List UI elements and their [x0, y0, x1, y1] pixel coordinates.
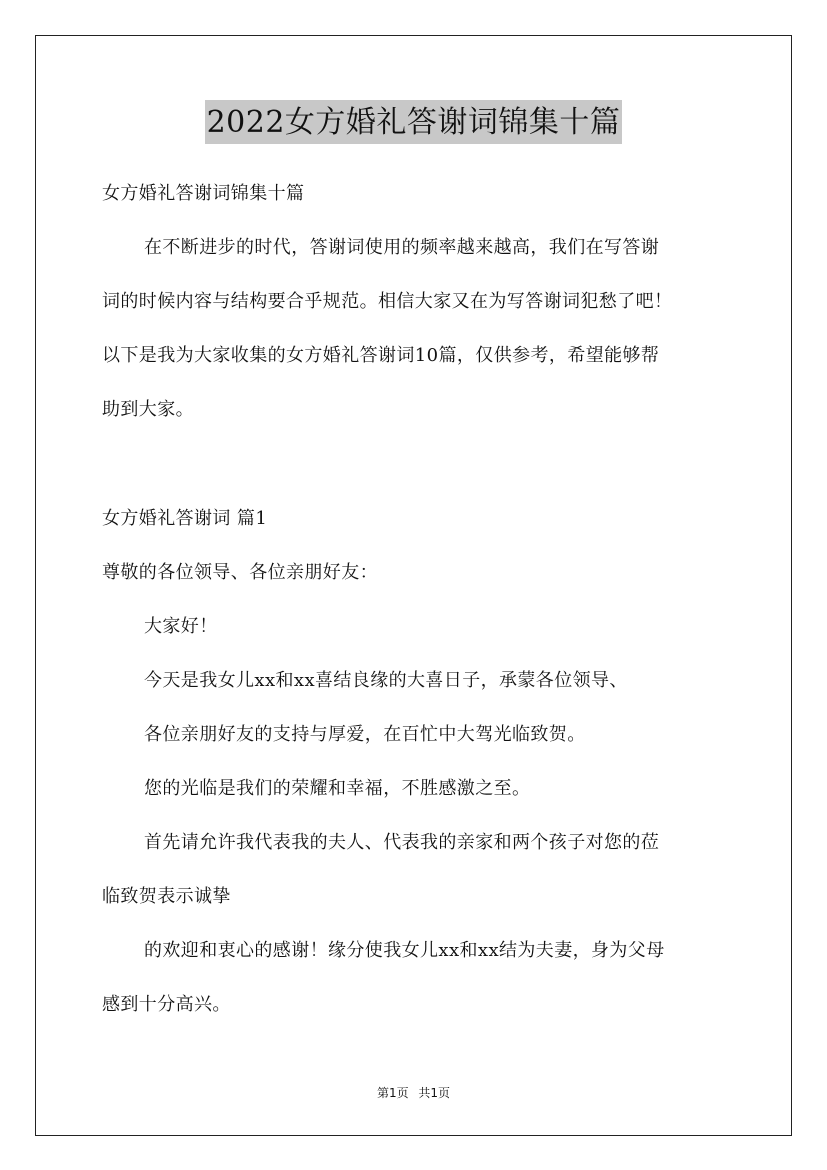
subtitle: 女方婚礼答谢词锦集十篇 — [102, 183, 305, 204]
body-line: 临致贺表示诚挚 — [102, 886, 231, 907]
body-line: 感到十分高兴。 — [102, 994, 231, 1015]
document-title: 2022女方婚礼答谢词锦集十篇 — [205, 100, 623, 144]
page-total: 共1页 — [418, 1086, 451, 1100]
body-line: 今天是我女儿xx和xx喜结良缘的大喜日子，承蒙各位领导、 — [144, 670, 628, 691]
title-container — [0, 100, 827, 144]
greeting: 大家好！ — [144, 616, 218, 637]
section-heading: 女方婚礼答谢词 篇1 — [102, 508, 268, 529]
page-footer — [0, 1084, 827, 1101]
salutation: 尊敬的各位领导、各位亲朋好友： — [102, 562, 378, 583]
page-number: 第1页 — [376, 1086, 409, 1100]
body-line: 的欢迎和衷心的感谢！缘分使我女儿xx和xx结为夫妻，身为父母 — [144, 940, 665, 961]
intro-line: 词的时候内容与结构要合乎规范。相信大家又在为写答谢词犯愁了吧！ — [102, 291, 673, 312]
body-line: 首先请允许我代表我的夫人、代表我的亲家和两个孩子对您的莅 — [144, 832, 660, 853]
intro-line: 助到大家。 — [102, 399, 194, 420]
body-line: 各位亲朋好友的支持与厚爱，在百忙中大驾光临致贺。 — [144, 724, 586, 745]
intro-line: 在不断进步的时代，答谢词使用的频率越来越高，我们在写答谢 — [144, 237, 660, 258]
body-line: 您的光临是我们的荣耀和幸福，不胜感激之至。 — [144, 778, 531, 799]
intro-line: 以下是我为大家收集的女方婚礼答谢词10篇，仅供参考，希望能够帮 — [102, 345, 660, 366]
